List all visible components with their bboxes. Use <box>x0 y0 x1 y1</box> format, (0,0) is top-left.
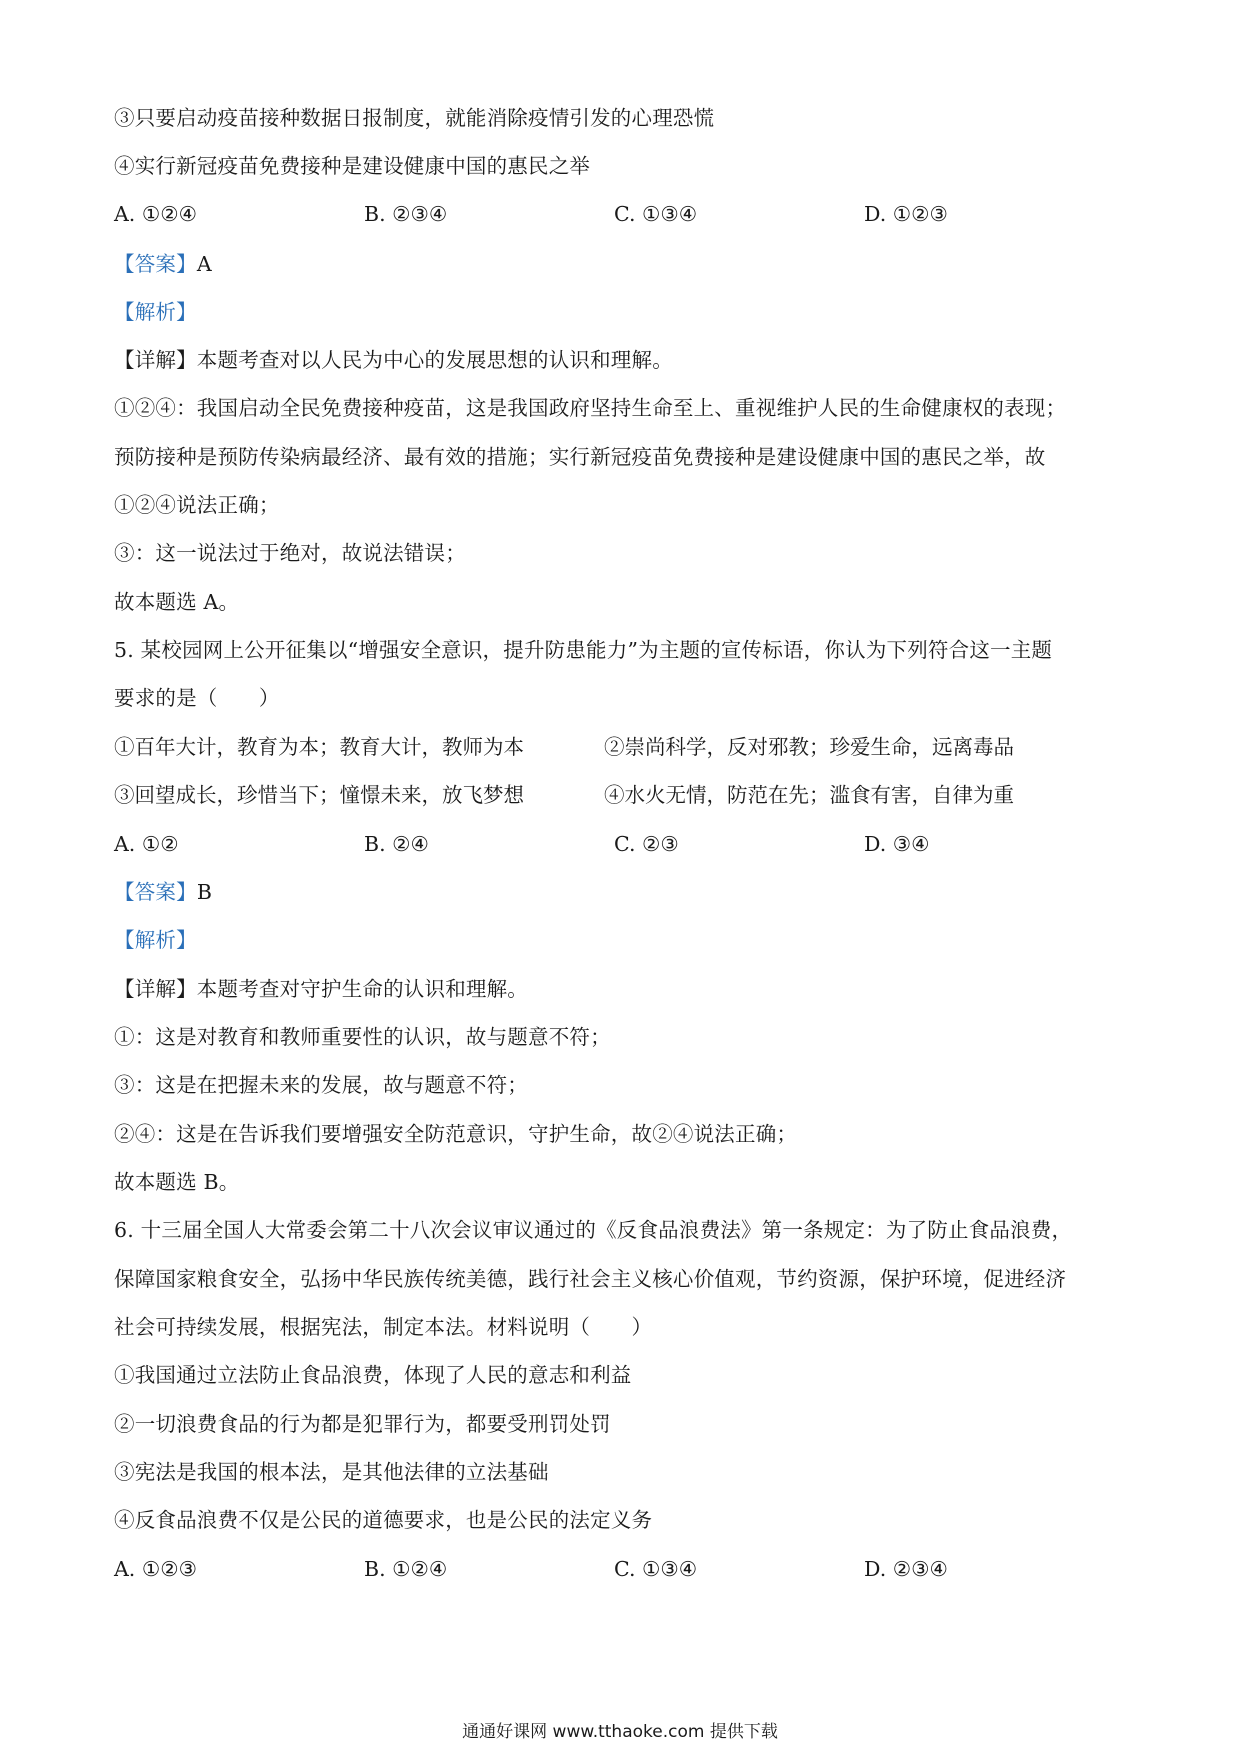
q5-item-3: ③回望成长，珍惜当下；憧憬未来，放飞梦想 <box>114 783 524 807</box>
q5-item-4: ④水火无情，防范在先；滥食有害，自律为重 <box>604 783 1014 807</box>
q6-item-3: ③宪法是我国的根本法，是其他法律的立法基础 <box>114 1460 549 1484</box>
q5-item-1: ①百年大计，教育为本；教育大计，教师为本 <box>114 735 524 759</box>
answer-tag: 【答案】 <box>114 880 197 904</box>
q5-option-c: C. ②③ <box>614 832 679 856</box>
q6-item-1: ①我国通过立法防止食品浪费，体现了人民的意志和利益 <box>114 1363 632 1387</box>
q5-option-a: A. ①② <box>114 832 179 856</box>
q5-explanation-line: 故本题选 B。 <box>114 1170 240 1194</box>
q6-stem: 6. 十三届全国人大常委会第二十八次会议审议通过的《反食品浪费法》第一条规定：为了防止食品浪费， <box>114 1218 1073 1242</box>
q4-explanation-line: 预防接种是预防传染病最经济、最有效的措施；实行新冠疫苗免费接种是建设健康中国的惠民之举，故 <box>114 445 1046 469</box>
q5-explanation-line: ①：这是对教育和教师重要性的认识，故与题意不符； <box>114 1025 611 1049</box>
q4-option-c: C. ①③④ <box>614 202 698 226</box>
page-footer: 通通好课网 www.tthaoke.com 提供下载 <box>462 1722 778 1742</box>
q5-explanation-line: 【详解】本题考查对守护生命的认识和理解。 <box>114 977 528 1001</box>
q5-explanation-line: ③：这是在把握未来的发展，故与题意不符； <box>114 1073 528 1097</box>
q4-answer <box>114 250 1134 278</box>
q5-option-b: B. ②④ <box>364 832 429 856</box>
q6-option-a: A. ①②③ <box>114 1557 197 1581</box>
answer-value: A <box>196 252 212 276</box>
q4-item-3: ③只要启动疫苗接种数据日报制度，就能消除疫情引发的心理恐慌 <box>114 106 715 130</box>
q5-item-2: ②崇尚科学，反对邪教；珍爱生命，远离毒品 <box>604 735 1014 759</box>
q6-option-b: B. ①②④ <box>364 1557 448 1581</box>
q4-explanation-line: 【详解】本题考查对以人民为中心的发展思想的认识和理解。 <box>114 348 673 372</box>
q4-option-b: B. ②③④ <box>364 202 448 226</box>
q5-stem: 5. 某校园网上公开征集以“增强安全意识，提升防患能力”为主题的宣传标语，你认为下列符合这一主题 <box>114 638 1053 662</box>
q4-explanation-line: ①②④说法正确； <box>114 493 280 517</box>
q4-item-4: ④实行新冠疫苗免费接种是建设健康中国的惠民之举 <box>114 154 591 178</box>
q5-option-d: D. ③④ <box>864 832 930 856</box>
q4-analysis-tag: 【解析】 <box>114 300 197 324</box>
q6-stem: 保障国家粮食安全，弘扬中华民族传统美德，践行社会主义核心价值观，节约资源，保护环境，促进经济 <box>114 1267 1067 1291</box>
q4-explanation-line: ①②④：我国启动全民免费接种疫苗，这是我国政府坚持生命至上、重视维护人民的生命健康权的表现； <box>114 396 1067 420</box>
q6-option-d: D. ②③④ <box>864 1557 948 1581</box>
q5-explanation-line: ②④：这是在告诉我们要增强安全防范意识，守护生命，故②④说法正确； <box>114 1122 798 1146</box>
answer-tag: 【答案】 <box>114 252 197 276</box>
q4-option-a: A. ①②④ <box>114 202 197 226</box>
q5-stem: 要求的是（ ） <box>114 686 280 710</box>
q6-stem: 社会可持续发展，根据宪法，制定本法。材料说明（ ） <box>114 1315 653 1339</box>
q6-item-4: ④反食品浪费不仅是公民的道德要求，也是公民的法定义务 <box>114 1508 653 1532</box>
q6-option-c: C. ①③④ <box>614 1557 698 1581</box>
q5-answer <box>114 878 1134 906</box>
q4-option-d: D. ①②③ <box>864 202 948 226</box>
q4-explanation-line: ③：这一说法过于绝对，故说法错误； <box>114 541 466 565</box>
answer-value: B <box>196 880 213 904</box>
q6-item-2: ②一切浪费食品的行为都是犯罪行为，都要受刑罚处罚 <box>114 1412 611 1436</box>
q4-explanation-line: 故本题选 A。 <box>114 590 240 614</box>
q5-analysis-tag: 【解析】 <box>114 928 197 952</box>
